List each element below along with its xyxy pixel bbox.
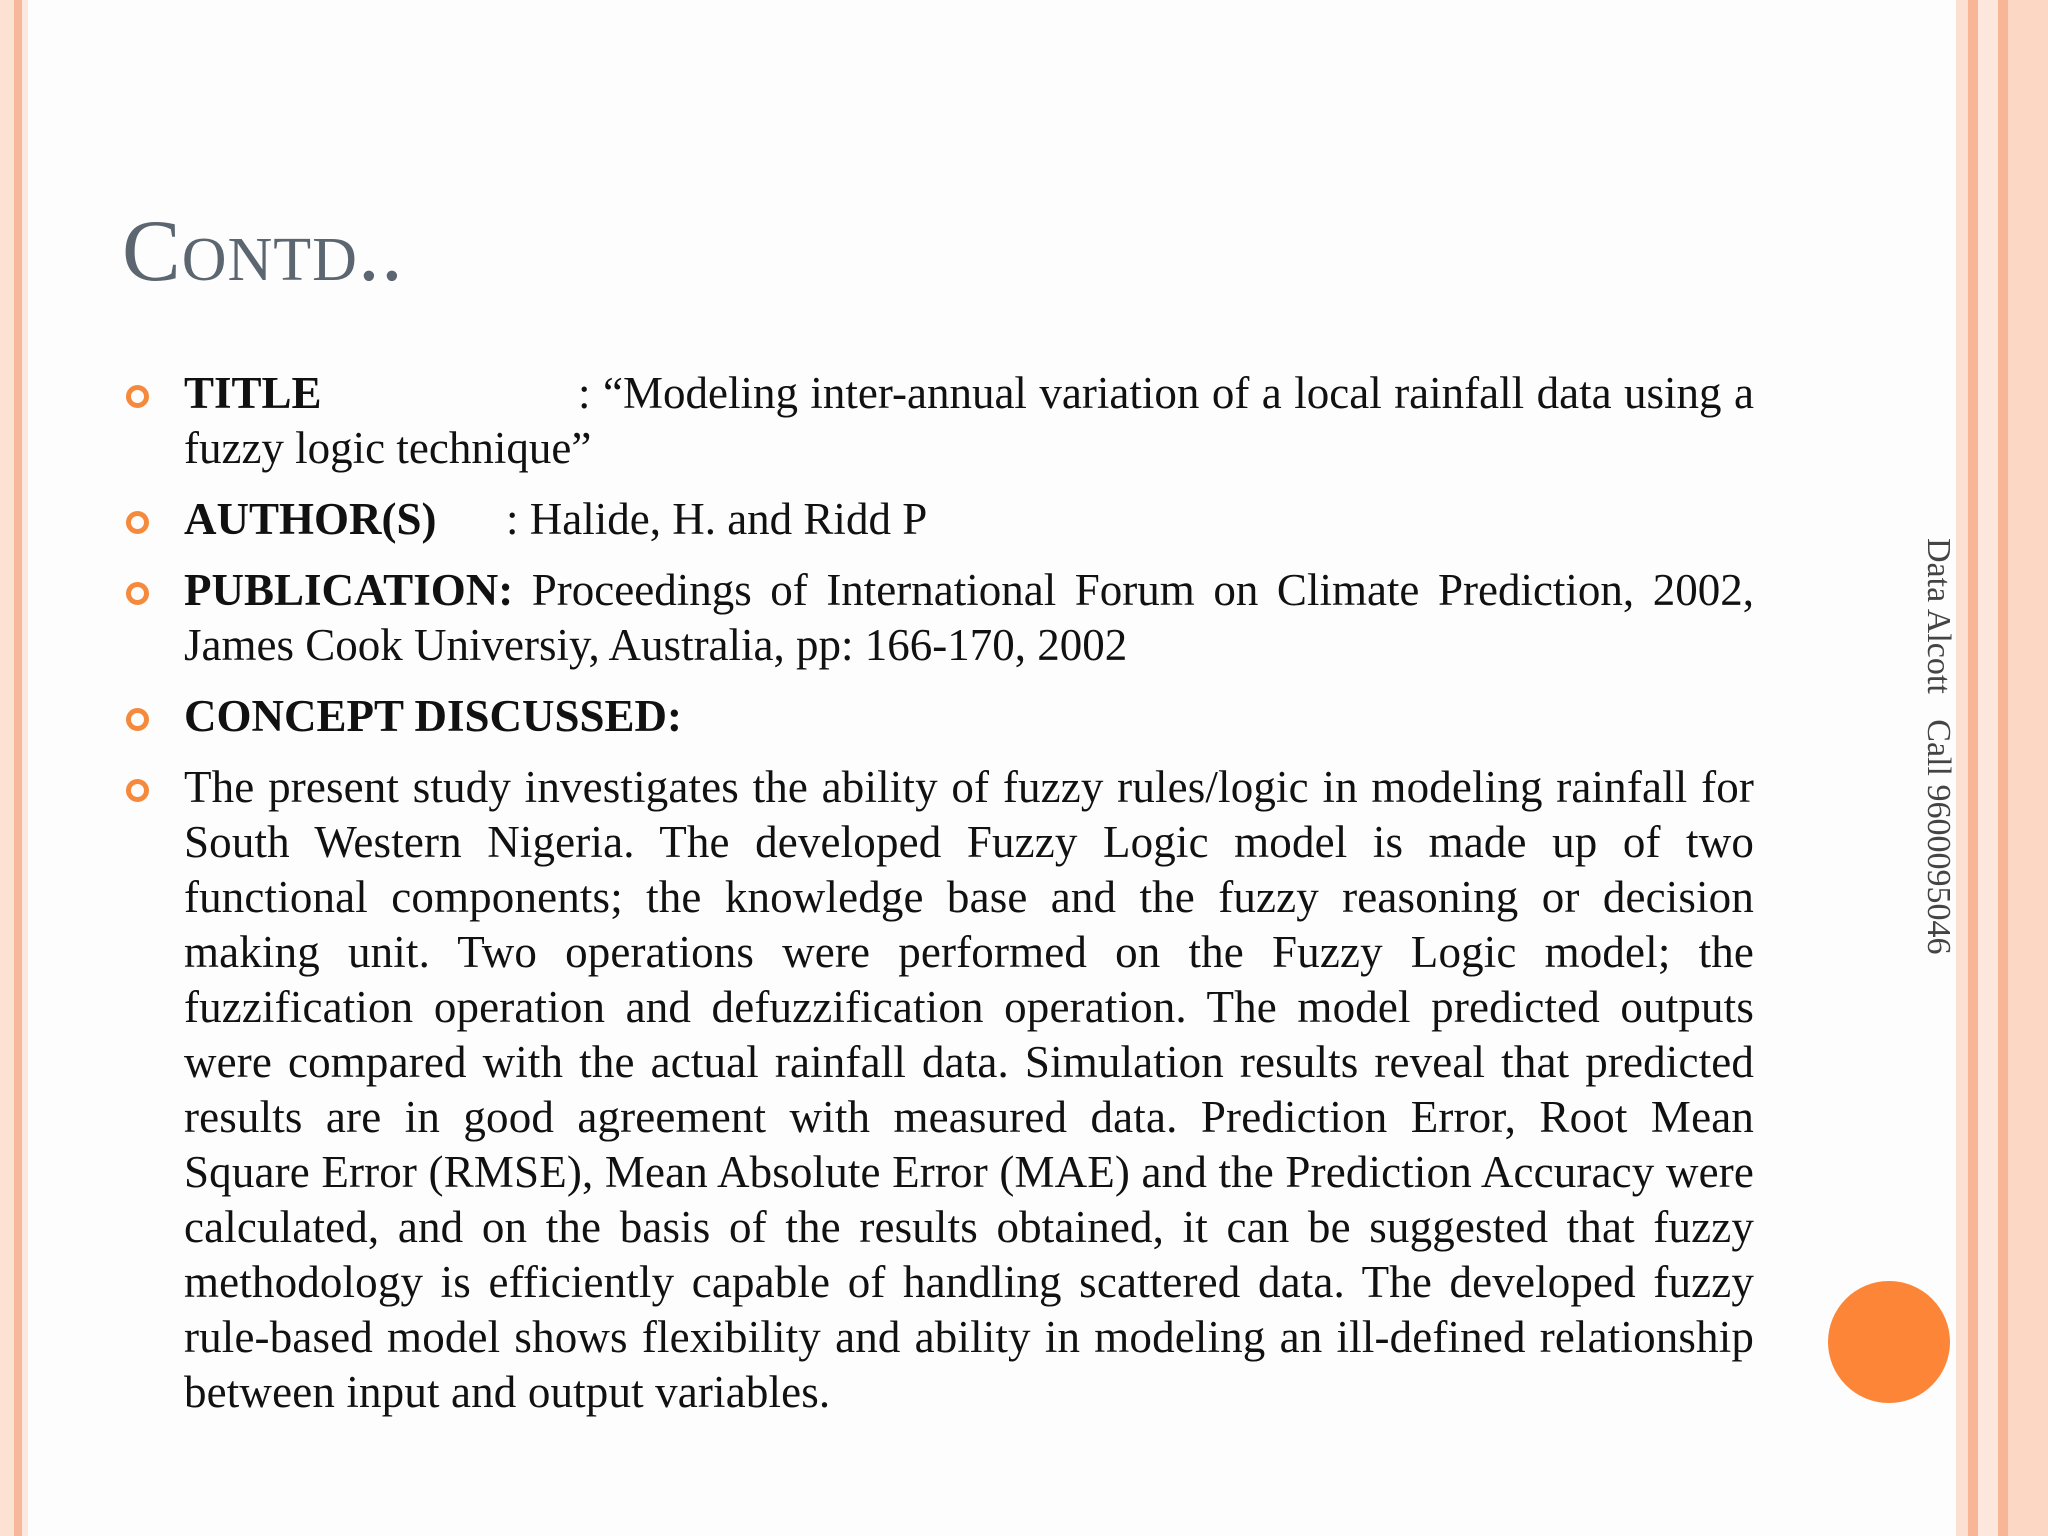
- ring-bullet-icon: [126, 779, 149, 802]
- right-border-stripe: [1998, 0, 2008, 1536]
- ring-bullet-icon: [126, 582, 149, 605]
- ring-bullet-icon: [126, 511, 149, 534]
- left-border-stripe: [14, 0, 22, 1536]
- concept-label: CONCEPT DISCUSSED:: [184, 691, 683, 741]
- orange-circle: [1828, 1281, 1950, 1403]
- left-border-stripe: [22, 0, 28, 1536]
- bullet-concept: [122, 689, 1754, 744]
- bullet-title: [122, 366, 1754, 476]
- bullet-publication: [122, 563, 1754, 673]
- bullet-summary: [122, 760, 1754, 1420]
- title-text: : “Modeling inter-annual variation of a local rainfall data using a fuzzy logic technique”: [184, 368, 1754, 473]
- ring-bullet-icon: [126, 708, 149, 731]
- bullet-author: [122, 492, 1754, 547]
- right-border-stripe: [2008, 0, 2048, 1536]
- author-text: : Halide, H. and Ridd P: [506, 494, 928, 544]
- side-contact-text: Data Alcott Call 9600095046: [1920, 538, 1957, 955]
- slide-title: Contd..: [122, 203, 404, 300]
- left-border-stripe: [0, 0, 14, 1536]
- right-border-stripe: [1978, 0, 1998, 1536]
- summary-text: The present study investigates the ability of fuzzy rules/logic in modeling rainfall for South Western Nigeria. The developed Fuzzy Logic model is made up of two functional components; the knowledge base and the fuzzy reasoning or decision making unit. Two operations were performed on the Fuzzy Logic model; the fuzzification operation and defuzzification operation. The model predicted outputs were compared with the actual rainfall data. Simulation results reveal that predicted results are in good agreement with measured data. Prediction Error, Root Mean Square Error (RMSE), Mean Absolute Error (MAE) and the Prediction Accuracy were calculated, and on the basis of the results obtained, it can be suggested that fuzzy methodology is efficiently capable of handling scattered data. The developed fuzzy rule-based model shows flexibility and ability in modeling an ill-defined relationship between input and output variables.: [184, 762, 1754, 1417]
- publication-label: PUBLICATION:: [184, 565, 514, 615]
- title-label: TITLE: [184, 368, 322, 418]
- publication-text: Proceedings of International Forum on Climate Prediction, 2002, James Cook Universiy, Australia, pp: 166-170, 2002: [184, 565, 1754, 670]
- author-label: AUTHOR(S): [184, 494, 437, 544]
- ring-bullet-icon: [126, 385, 149, 408]
- bullet-list: [122, 366, 1754, 1436]
- right-border-stripe: [1968, 0, 1978, 1536]
